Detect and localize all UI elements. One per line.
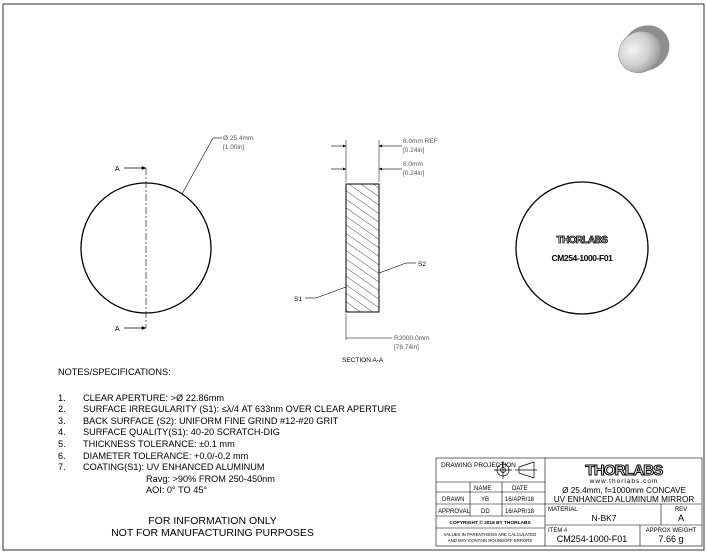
- drawn-name: YB: [481, 497, 490, 503]
- drawn-label: DRAWN: [442, 497, 465, 503]
- values-note-line2: AND MAY CONTAIN ROUNDOFF ERRORS: [447, 538, 533, 543]
- description-line2: UV ENHANCED ALUMINUM MIRROR: [553, 495, 695, 504]
- note-item: 4. SURFACE QUALITY(S1): 40-20 SCRATCH-DIG: [58, 427, 280, 438]
- coating-ravg: Ravg: >90% FROM 250-450nm: [146, 473, 275, 484]
- thickness-ref-dimension-inch: [0.24in]: [403, 147, 425, 154]
- rev-value: A: [677, 513, 685, 523]
- engraving-part-number: CM254-1000-F01: [551, 253, 613, 263]
- back-view-circle: [516, 182, 648, 314]
- name-column-header: NAME: [474, 486, 492, 492]
- approval-label: APPROVAL: [438, 509, 470, 515]
- note-item: 7. COATING(S1): UV ENHANCED ALUMINUM: [58, 462, 265, 473]
- mirror-3d-render: [611, 16, 679, 81]
- weight-label: APPROX WEIGHT: [645, 528, 697, 534]
- front-view: [81, 135, 253, 333]
- section-caption: SECTION A-A: [342, 357, 384, 364]
- radius-dimension: R2000.0mm: [394, 335, 430, 342]
- material-value: N-BK7: [591, 513, 617, 523]
- surface-s1-label: S1: [294, 296, 302, 303]
- values-note-line1: VALUES IN PARENTHESIS ARE CALCULATED: [443, 532, 537, 537]
- note-item: 1. CLEAR APERTURE: >Ø 22.86mm: [58, 392, 225, 403]
- website: www.thorlabs.com: [589, 478, 659, 485]
- radius-dimension-inch: [78.74in]: [394, 344, 419, 351]
- section-body: [346, 184, 379, 312]
- date-column-header: DATE: [512, 486, 528, 492]
- coating-aoi: AOI: 0° TO 45°: [146, 485, 208, 496]
- approval-date: 16/APR/18: [505, 509, 535, 515]
- section-marker-top: A: [115, 166, 120, 173]
- drawing-projection-text: DRAWING PROJECTION: [441, 462, 516, 469]
- notes-section: [58, 367, 438, 497]
- thickness-ref-dimension: 6.0mm REF: [403, 138, 438, 145]
- drawing-projection-label: [441, 462, 516, 469]
- disclaimer: [100, 516, 325, 539]
- item-number: CM254-1000-F01: [556, 534, 628, 544]
- diameter-dimension-inch: [1.00in]: [223, 144, 245, 151]
- disclaimer-line2: NOT FOR MANUFACTURING PURPOSES: [111, 526, 314, 539]
- thickness-dimension: 6.0mm: [403, 161, 423, 168]
- note-item: 5. THICKNESS TOLERANCE: ±0.1 mm: [58, 438, 235, 449]
- note-item: 6. DIAMETER TOLERANCE: +0.0/-0.2 mm: [58, 450, 249, 461]
- rev-label: REV: [674, 507, 688, 513]
- section-marker-bottom: A: [115, 326, 120, 333]
- drawn-date: 16/APR/18: [505, 497, 535, 503]
- material-label: MATERIAL: [548, 507, 578, 513]
- weight-value: 7.66 g: [658, 534, 684, 544]
- engraving-brand: THORLABS: [556, 235, 608, 246]
- notes-heading: NOTES/SPECIFICATIONS:: [58, 367, 171, 377]
- back-view: [516, 182, 648, 314]
- surface-s2-label: S2: [418, 261, 426, 268]
- diameter-dimension: Ø 25.4mm: [223, 135, 254, 142]
- thorlabs-logo: THORLABS: [585, 462, 663, 479]
- item-label: ITEM #: [548, 528, 568, 534]
- disclaimer-line1: FOR INFORMATION ONLY: [148, 515, 277, 527]
- thickness-dimension-inch: [0.24in]: [403, 170, 425, 177]
- section-view: [294, 138, 438, 364]
- copyright-notice: COPYRIGHT © 2018 BY THORLABS: [449, 521, 531, 526]
- approval-name: DD: [481, 509, 490, 515]
- note-item: 3. BACK SURFACE (S2): UNIFORM FINE GRIND #12-#20 GRIT: [58, 415, 339, 426]
- description-line1: Ø 25.4mm, f=1000mm CONCAVE: [562, 486, 686, 495]
- note-item: 2. SURFACE IRREGULARITY (S1): ≤λ/4 AT 633nm OVER CLEAR APERTURE: [58, 404, 397, 415]
